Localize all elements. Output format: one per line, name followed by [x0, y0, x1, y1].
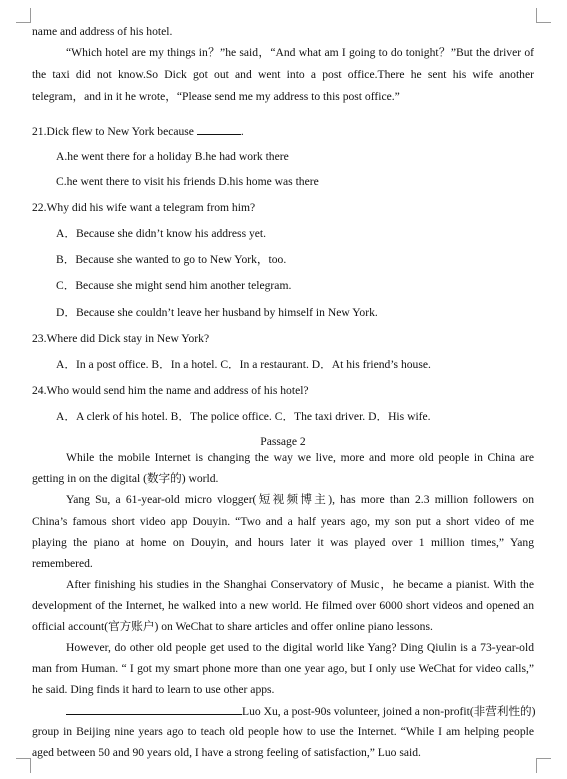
page-corner-mark	[16, 758, 31, 773]
paragraph-line: China’s famous short video app Douyin. “Two and a half years ago, my son put a short video of me	[32, 515, 534, 528]
paragraph-line: However, do other old people get used to the digital world like Yang? Ding Qiulin is a 73-year-old	[66, 641, 534, 654]
question-23-options: A．In a post office. B．In a hotel. C．In a restaurant. D．At his friend’s house.	[56, 358, 431, 371]
text-line: telegram，and in it he wrote，“Please send me my address to this post office.”	[32, 90, 400, 103]
question-22-option-a: A．Because she didn’t know his address yet.	[56, 227, 267, 240]
passage-title: Passage 2	[260, 435, 306, 448]
question-22-option-b: B．Because she wanted to go to New York，too.	[56, 253, 287, 266]
paragraph-line: aged between 50 and 90 years old, I have a strong feeling of satisfaction,” Luo said.	[32, 746, 421, 759]
question-22-option-d: D．Because she couldn’t leave her husband by himself in New York.	[56, 306, 378, 319]
paragraph-line: he said. Ding finds it hard to learn to use other apps.	[32, 683, 275, 696]
paragraph-line: getting in on the digital (数字的) world.	[32, 472, 219, 485]
question-23: 23.Where did Dick stay in New York?	[32, 332, 210, 345]
answer-blank	[197, 124, 241, 135]
page-corner-mark	[536, 758, 551, 773]
gap-fill-line: Luo Xu, a post-90s volunteer, joined a non-profit(非营利性的)	[32, 704, 534, 719]
paragraph-line: Yang Su, a 61-year-old micro vlogger(短视频博主), has more than 2.3 million followers on	[66, 493, 534, 506]
question-24-options: A．A clerk of his hotel. B．The police office. C．The taxi driver. D．His wife.	[56, 410, 431, 423]
question-21-options-row-2: C.he went there to visit his friends D.his home was there	[56, 175, 319, 188]
question-21: 21.Dick flew to New York because .	[32, 125, 244, 138]
paragraph-line: remembered.	[32, 557, 93, 570]
paragraph-line: development of the Internet, he walked into a new world. He filmed over 6000 short videos and opened an	[32, 599, 534, 612]
question-22: 22.Why did his wife want a telegram from him?	[32, 201, 256, 214]
text-line: “Which hotel are my things in？”he said，“And what am I going to do tonight？”But the driver of	[66, 46, 534, 59]
question-21-options-row-1: A.he went there for a holiday B.he had work there	[56, 150, 289, 163]
page-corner-mark	[16, 8, 31, 23]
paragraph-line: While the mobile Internet is changing the way we live, more and more old people in China are	[66, 451, 534, 464]
question-24: 24.Who would send him the name and address of his hotel?	[32, 384, 309, 397]
paragraph-line: playing the piano at home on Douyin, and hours later it was played over 1 million times,” Yang	[32, 536, 534, 549]
paragraph-line: man from Human. “ I got my smart phone more than one year ago, but I only use WeChat for video calls,”	[32, 662, 534, 675]
paragraph-line: official account(官方账户) on WeChat to share articles and offer online piano lessons.	[32, 620, 433, 633]
page-corner-mark	[536, 8, 551, 23]
paragraph-line: After finishing his studies in the Shanghai Conservatory of Music，he became a pianist. With the	[66, 578, 534, 591]
text-line: name and address of his hotel.	[32, 25, 173, 38]
text-line: the taxi did not know.So Dick got out and went into a post office.There he sent his wife another	[32, 68, 534, 81]
question-22-option-c: C．Because she might send him another telegram.	[56, 279, 292, 292]
paragraph-line: group in Beijing nine years ago to teach old people how to use the Internet. “While I am helping people	[32, 725, 534, 738]
answer-blank	[66, 704, 242, 715]
